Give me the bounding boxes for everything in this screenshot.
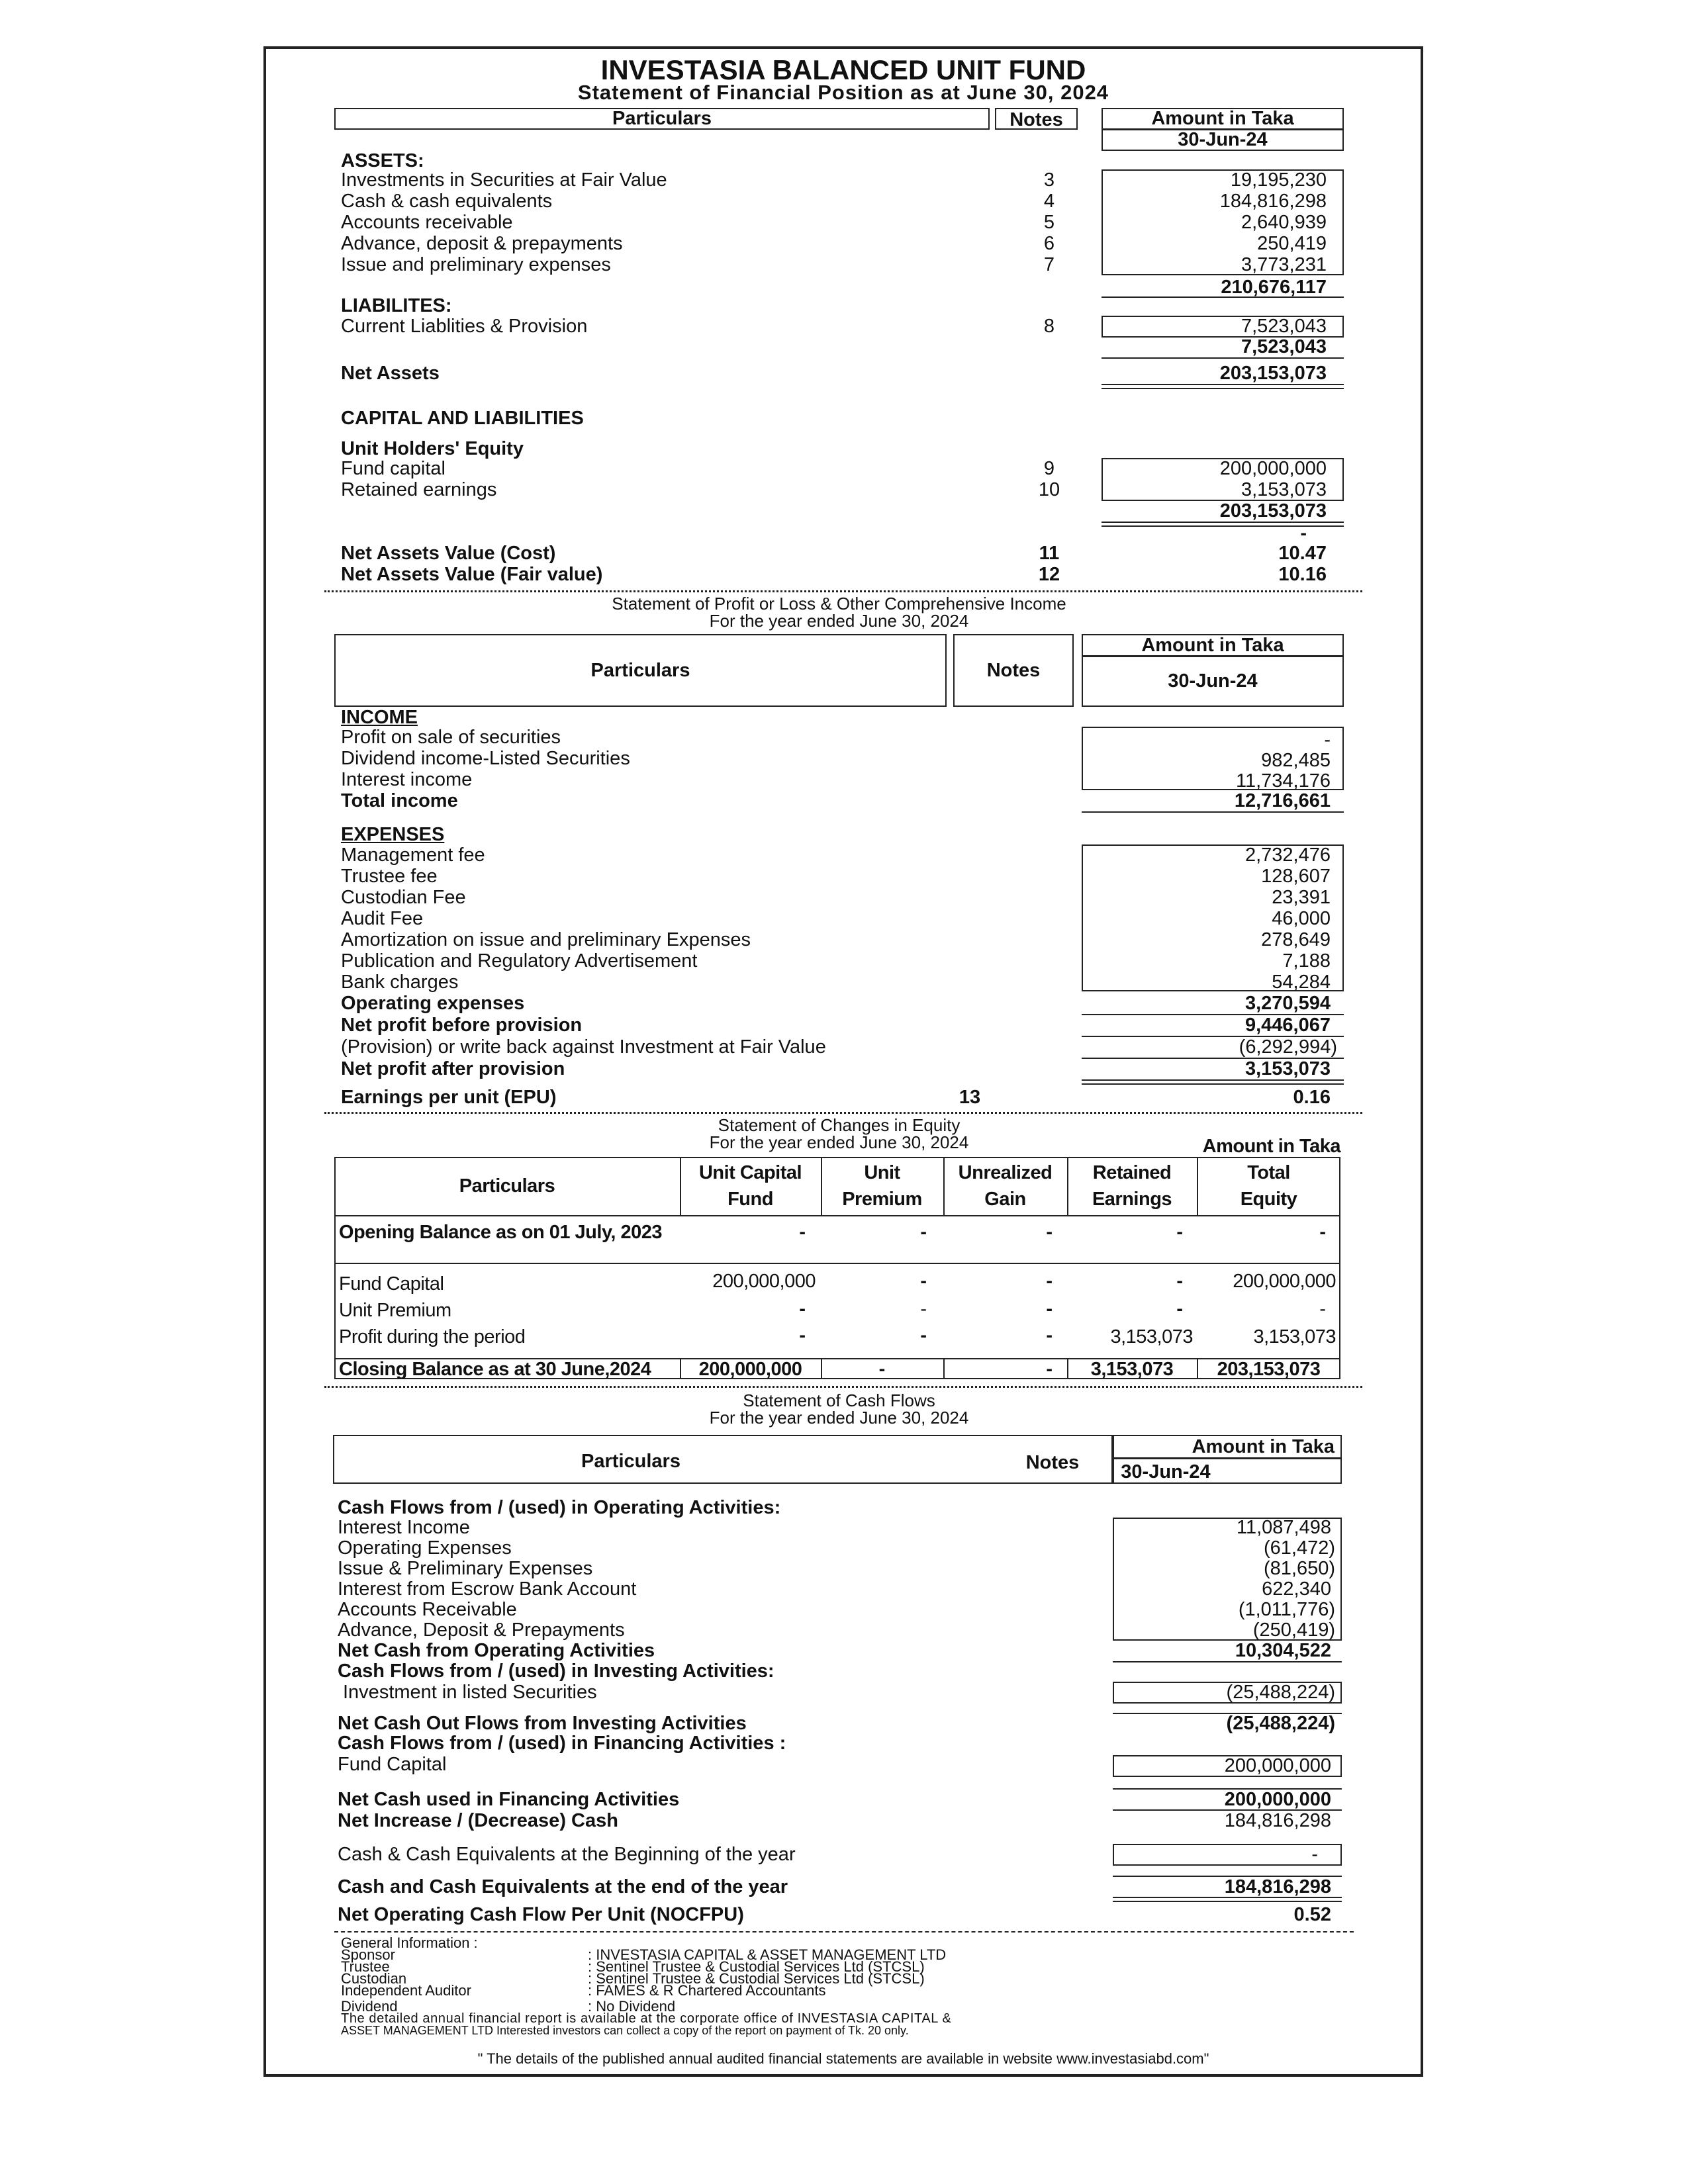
ce-opening-label: Opening Balance as on 01 July, 2023 [339,1222,663,1243]
cf-col-amount: Amount in Taka [1192,1436,1335,1457]
fp-liab-amount: 7,523,043 [1241,316,1327,337]
ce-closing-value: 200,000,000 [698,1359,802,1380]
cf-op-label: Issue & Preliminary Expenses [338,1558,593,1579]
pl-total-income: 12,716,661 [1234,790,1331,811]
fp-net-assets-value: 203,153,073 [1219,363,1327,384]
pl-npbp: 9,446,067 [1244,1015,1331,1036]
fp-asset-note: 4 [1043,191,1055,212]
pl-opex-label: Operating expenses [341,993,525,1014]
pl-npap-underline-2 [1082,1083,1344,1085]
ce-opening-value: - [1046,1222,1053,1243]
cf-net-inc: 184,816,298 [1224,1810,1331,1831]
cf-op-label: Interest from Escrow Bank Account [338,1578,637,1600]
pl-total-income-underline [1082,811,1344,813]
ce-row-value: 200,000,000 [1233,1271,1336,1292]
pl-income-heading: INCOME [341,707,418,728]
ce-row-value: - [920,1298,927,1320]
pl-epu-note: 13 [959,1087,981,1108]
ce-row-label: Fund Capital [339,1273,444,1295]
pl-income-label: Dividend income-Listed Securities [341,748,630,769]
ce-header-divider [334,1215,1340,1216]
cf-op-amount: 11,087,498 [1237,1517,1331,1538]
ce-opening-value: - [920,1222,927,1243]
pl-expense-amount: 278,649 [1261,929,1331,950]
fp-col-particulars: Particulars [612,108,712,129]
cf-net-op-label: Net Cash from Operating Activities [338,1640,655,1661]
fp-liab-total: 7,523,043 [1241,336,1327,357]
fp-liab-label: Current Liablities & Provision [341,316,588,337]
general-item-value: : Sentinel Trustee & Custodial Services Ltd (STCSL) [588,1958,925,1975]
fp-asset-amount: 3,773,231 [1241,254,1327,275]
ce-row-value: - [799,1298,806,1320]
ce-row-value: 3,153,073 [1253,1326,1336,1347]
pl-expense-label: Bank charges [341,972,459,993]
ce-opening-divider [334,1263,1340,1264]
pl-expense-amount: 128,607 [1261,866,1331,887]
fp-equity-amount: 200,000,000 [1219,458,1327,479]
fp-asset-label: Investments in Securities at Fair Value [341,169,667,191]
pl-expense-label: Management fee [341,844,485,866]
cf-op-amount: 622,340 [1262,1578,1331,1600]
ce-closing-value: - [878,1359,886,1380]
pl-expenses-heading: EXPENSES [341,824,445,845]
cf-op-heading: Cash Flows from / (used) in Operating Activities: [338,1497,781,1518]
pl-expense-label: Amortization on issue and preliminary Expenses [341,929,751,950]
cf-end-underline-2 [1113,1901,1342,1902]
cf-net-op-underline [1113,1661,1342,1662]
fp-col-amount: Amount in Taka [1151,108,1294,129]
cf-end-underline-1 [1113,1897,1342,1898]
fp-assets-total: 210,676,117 [1221,277,1327,298]
fp-equity-label: Retained earnings [341,479,497,500]
fp-nav-fair-note: 12 [1038,564,1060,585]
ce-closing-value: - [1046,1359,1053,1380]
pl-subtitle: For the year ended June 30, 2024 [709,611,969,631]
ce-row-value: - [1046,1325,1053,1346]
pl-expense-label: Publication and Regulatory Advertisement [341,950,698,972]
fp-asset-label: Issue and preliminary expenses [341,254,611,275]
cf-op-label: Advance, Deposit & Prepayments [338,1619,625,1641]
ce-row-value: - [920,1325,927,1346]
pl-expense-amount: 46,000 [1272,908,1331,929]
pl-col-date: 30-Jun-24 [1168,670,1258,692]
ce-opening-value: - [799,1222,806,1243]
cf-op-amount: (250,419) [1252,1619,1335,1641]
fp-equity-amount: 3,153,073 [1241,479,1327,500]
cf-nocfpu: 0.52 [1293,1904,1331,1925]
pl-income-label: Interest income [341,769,473,790]
fp-asset-amount: 250,419 [1257,233,1327,254]
cf-net-inc-label: Net Increase / (Decrease) Cash [338,1810,618,1831]
fp-equity-heading: Unit Holders' Equity [341,438,524,459]
fp-assets-total-underline [1102,296,1344,298]
cf-fin-heading: Cash Flows from / (used) in Financing Activities : [338,1733,786,1754]
fp-equity-note: 10 [1038,479,1060,500]
cf-col-notes: Notes [1025,1452,1080,1473]
cf-fin-item: 200,000,000 [1224,1755,1331,1776]
general-item-label: Sponsor [341,1946,395,1963]
cf-end-label: Cash and Cash Equivalents at the end of the year [338,1876,788,1897]
section-divider [324,590,1362,592]
pl-npbp-label: Net profit before provision [341,1015,583,1036]
general-divider [334,1931,1354,1933]
fp-asset-amount: 184,816,298 [1219,191,1327,212]
pl-prov: (6,292,994) [1239,1036,1337,1058]
pl-col-amount: Amount in Taka [1141,635,1284,656]
fp-asset-note: 3 [1043,169,1055,191]
cf-op-amount: (1,011,776) [1238,1599,1335,1620]
fp-cap-heading: CAPITAL AND LIABILITIES [341,408,584,429]
ce-row-value: - [920,1271,927,1292]
pl-title: Statement of Profit or Loss & Other Comprehensive Income [612,594,1066,614]
pl-npap-label: Net profit after provision [341,1058,565,1079]
general-item-value: : No Dividend [588,1998,676,2015]
general-item-label: Dividend [341,1998,398,2015]
fp-asset-amount: 19,195,230 [1230,169,1327,191]
ce-header: Retained [1092,1162,1172,1183]
cf-subtitle: For the year ended June 30, 2024 [709,1408,969,1428]
general-item-label: Independent Auditor [341,1982,471,1999]
fp-asset-amount: 2,640,939 [1241,212,1327,233]
pl-income-amount: - [1324,729,1331,751]
fp-nav-fair-value: 10.16 [1278,564,1327,585]
ce-row-value: - [799,1325,806,1346]
ce-subtitle: For the year ended June 30, 2024 [709,1132,969,1152]
ce-header: Gain [984,1189,1026,1210]
ce-row-value: - [1046,1271,1053,1292]
cf-op-label: Interest Income [338,1517,470,1538]
cf-net-inv-label: Net Cash Out Flows from Investing Activities [338,1713,747,1734]
cf-title: Statement of Cash Flows [743,1390,935,1410]
ce-row-label: Unit Premium [339,1300,451,1321]
ce-row-value: 200,000,000 [712,1271,816,1292]
pl-expense-amount: 54,284 [1272,972,1331,993]
fp-asset-label: Advance, deposit & prepayments [341,233,623,254]
ce-row-label: Profit during the period [339,1326,526,1347]
ce-title: Statement of Changes in Equity [718,1115,961,1135]
cf-net-fin-label: Net Cash used in Financing Activities [338,1789,680,1810]
pl-income-amount: 982,485 [1261,750,1331,771]
cf-net-op: 10,304,522 [1235,1640,1331,1661]
ce-closing-value: 3,153,073 [1090,1359,1174,1380]
fp-asset-label: Cash & cash equivalents [341,191,553,212]
pl-epu-label: Earnings per unit (EPU) [341,1087,557,1108]
fp-equity-label: Fund capital [341,458,445,479]
ce-header: Total [1247,1162,1290,1183]
fp-asset-note: 6 [1043,233,1055,254]
fp-title: Statement of Financial Position as at June 30, 2024 [577,81,1109,104]
fp-net-assets-underline-1 [1102,384,1344,385]
ce-amount-label: Amount in Taka [1202,1136,1340,1157]
pl-opex: 3,270,594 [1244,993,1331,1014]
ce-header: Particulars [459,1175,555,1197]
pl-total-income-label: Total income [341,790,458,811]
fp-asset-note: 5 [1043,212,1055,233]
cf-begin-label: Cash & Cash Equivalents at the Beginning of the year [338,1844,796,1865]
cf-fin-item-label: Fund Capital [338,1754,447,1775]
section-divider [324,1386,1362,1388]
cf-op-label: Accounts Receivable [338,1599,517,1620]
fp-nav-cost-label: Net Assets Value (Cost) [341,543,556,564]
general-footer: " The details of the published annual audited financial statements are available in website www.investasiabd.com" [477,2050,1209,2067]
ce-row-value: - [1176,1298,1183,1320]
ce-header: Unit Capital [698,1162,802,1183]
fp-assets-heading: ASSETS: [341,150,424,171]
fp-asset-note: 7 [1043,254,1055,275]
ce-header: Equity [1240,1189,1297,1210]
cf-op-amount: (81,650) [1263,1558,1335,1579]
pl-prov-label: (Provision) or write back against Investment at Fair Value [341,1036,826,1058]
fp-nav-cost-value: 10.47 [1278,543,1327,564]
general-item-value: : FAMES & R Chartered Accountants [588,1982,826,1999]
pl-income-label: Profit on sale of securities [341,727,561,748]
ce-header: Unrealized [958,1162,1053,1183]
fp-asset-label: Accounts receivable [341,212,513,233]
ce-opening-value: - [1319,1222,1326,1243]
fp-liab-note: 8 [1043,316,1055,337]
fp-net-assets-label: Net Assets [341,363,440,384]
general-heading: General Information : [341,1934,478,1951]
cf-col-date: 30-Jun-24 [1121,1461,1211,1482]
pl-expense-amount: 2,732,476 [1244,844,1331,866]
pl-expense-label: Trustee fee [341,866,438,887]
cf-end: 184,816,298 [1224,1876,1331,1897]
fp-equity-total: 203,153,073 [1219,500,1327,522]
general-item-value: : INVESTASIA CAPITAL & ASSET MANAGEMENT LTD [588,1946,947,1963]
pl-col-particulars: Particulars [590,660,690,681]
fp-liab-total-underline [1102,357,1344,359]
pl-income-amount: 11,734,176 [1236,770,1331,792]
ce-closing-value: 203,153,073 [1217,1359,1321,1380]
ce-header: Fund [727,1189,773,1210]
fund-name: INVESTASIA BALANCED UNIT FUND [600,54,1086,85]
general-note-line1: The detailed annual financial report is available at the corporate office of INVESTASIA CAPITAL & [341,2011,952,2026]
pl-epu: 0.16 [1293,1087,1331,1108]
pl-col-notes: Notes [986,660,1041,681]
pl-expense-amount: 23,391 [1272,887,1331,908]
section-divider [324,1112,1362,1114]
ce-row-value: - [1046,1298,1053,1320]
ce-row-value: 3,153,073 [1110,1326,1193,1347]
cf-inv-item: (25,488,224) [1226,1682,1335,1703]
cf-inv-heading: Cash Flows from / (used) in Investing Activities: [338,1661,774,1682]
ce-closing-label: Closing Balance as at 30 June,2024 [339,1359,651,1380]
fp-nav-cost-note: 11 [1039,543,1060,564]
fp-nav-fair-label: Net Assets Value (Fair value) [341,564,603,585]
general-item-label: Custodian [341,1970,407,1987]
cf-inv-item-label: Investment in listed Securities [343,1682,597,1703]
ce-header: Premium [842,1189,922,1210]
fp-net-assets-underline-2 [1102,388,1344,389]
general-item-label: Trustee [341,1958,390,1975]
cf-col-particulars: Particulars [581,1451,680,1472]
ce-row-value: - [1319,1298,1326,1320]
cf-begin: - [1311,1844,1318,1865]
pl-expense-label: Audit Fee [341,908,424,929]
ce-row-value: - [1176,1271,1183,1292]
cf-nocfpu-label: Net Operating Cash Flow Per Unit (NOCFPU) [338,1904,744,1925]
general-note-line2: ASSET MANAGEMENT LTD Interested investors can collect a copy of the report on payment of Tk. 20 only. [341,2024,909,2037]
general-item-value: : Sentinel Trustee & Custodial Services Ltd (STCSL) [588,1970,925,1987]
ce-header: Unit [864,1162,900,1183]
fp-col-date: 30-Jun-24 [1178,129,1268,150]
pl-npap-underline-1 [1082,1079,1344,1081]
cf-op-label: Operating Expenses [338,1537,512,1559]
fp-col-notes: Notes [1009,109,1063,130]
cf-net-fin: 200,000,000 [1224,1789,1331,1810]
cf-op-amount: (61,472) [1263,1537,1335,1559]
pl-npap: 3,153,073 [1244,1058,1331,1079]
cf-net-inv: (25,488,224) [1226,1713,1335,1734]
ce-header: Earnings [1092,1189,1172,1210]
ce-opening-value: - [1176,1222,1183,1243]
pl-expense-label: Custodian Fee [341,887,466,908]
fp-equity-note: 9 [1043,458,1055,479]
pl-expense-amount: 7,188 [1282,950,1331,972]
fp-liab-heading: LIABILITES: [341,295,452,316]
fp-dash: - [1300,523,1307,544]
